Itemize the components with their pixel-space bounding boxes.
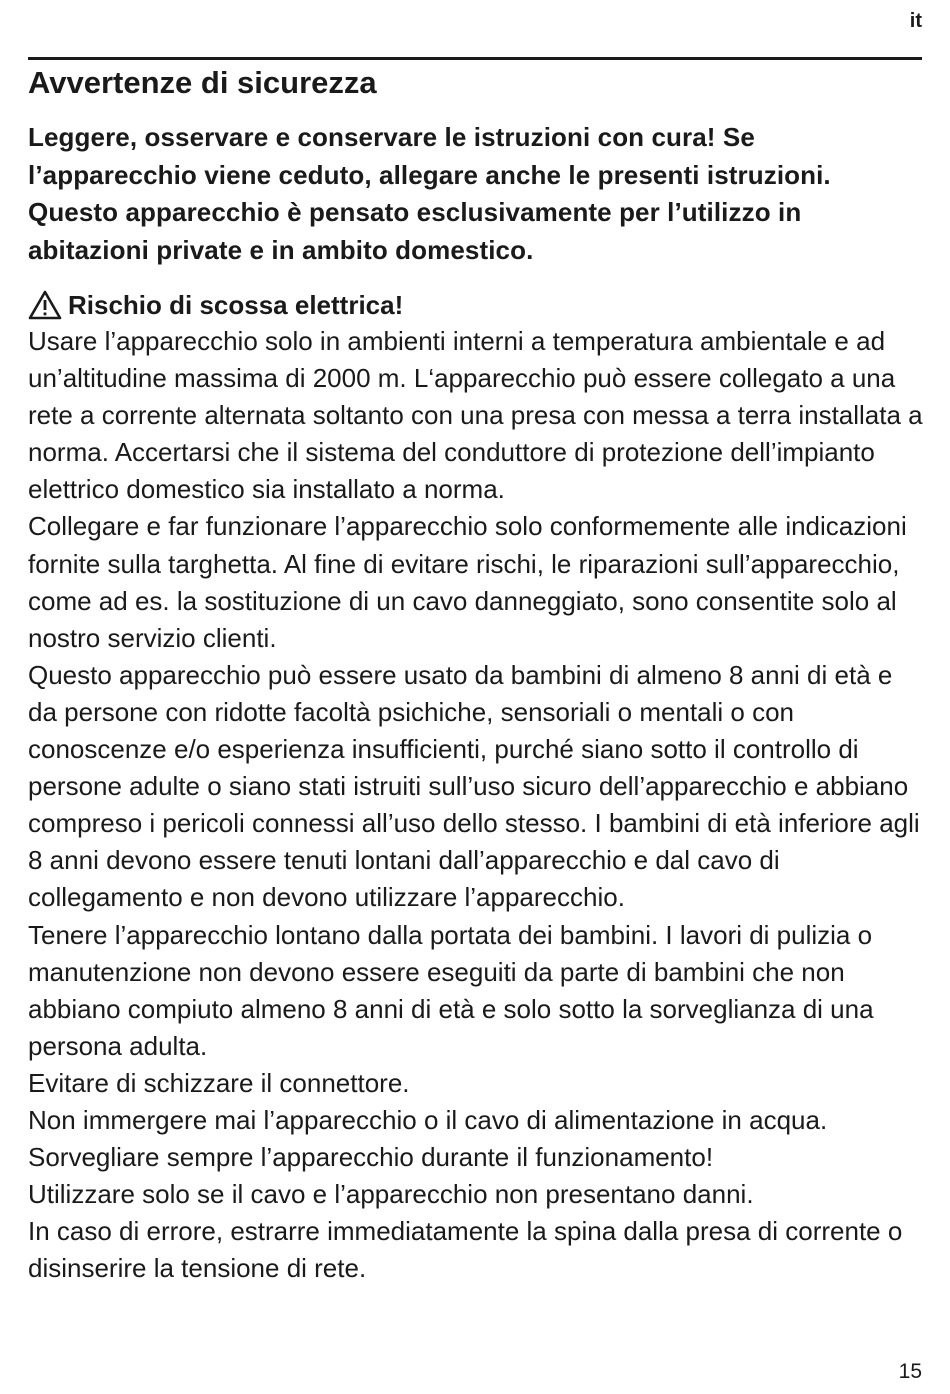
intro-text: Leggere, osservare e conservare le istruzioni con cura! Se l’apparecchio viene ceduto, allegare anche le presenti istruzioni. Questo apparecchio è pensato esclusivamente per l’utilizzo in abitazioni private e in ambito domestico. (28, 122, 831, 265)
paragraph-environment: Usare l’apparecchio solo in ambienti interni a temperatura ambientale e ad un’altitudine massima di 2000 m. L‘apparecchio può essere collegato a una rete a corrente alternata soltanto con una presa con messa a terra installata a norma. Accertarsi che il sistema del conduttore di protezione dell’impianto elettrico domestico sia installato a norma. (28, 326, 923, 505)
language-tag: it (909, 10, 922, 32)
body-text (28, 323, 928, 1287)
paragraph-immersion: Non immergere mai l’apparecchio o il cavo di alimentazione in acqua. Sorvegliare sempre l’apparecchio durante il funzionamento! (28, 1104, 828, 1173)
paragraph-damage: Utilizzare solo se il cavo e l’apparecchio non presentano danni. (28, 1179, 754, 1210)
warning-heading-text: Rischio di scossa elettrica! (68, 290, 404, 320)
warning-heading (28, 287, 928, 323)
safety-section (28, 62, 928, 1287)
paragraph-children-reach: Tenere l’apparecchio lontano dalla portata dei bambini. I lavori di pulizia o manutenzione non devono essere eseguiti da parte di bambini che non abbiano compiuto almeno 8 anni di età e solo sotto la sorveglianza di una persona adulta. (28, 919, 874, 1061)
paragraph-connector: Evitare di schizzare il connettore. (28, 1067, 410, 1098)
paragraph-fault: In caso di errore, estrarre immediatamente la spina dalla presa di corrente o disinserire la tensione di rete. (28, 1216, 903, 1284)
page-title: Avvertenze di sicurezza (28, 65, 377, 100)
warning-triangle-icon (28, 290, 62, 320)
page-number: 15 (898, 1360, 922, 1383)
paragraph-rating-plate: Collegare e far funzionare l’apparecchio solo conformemente alle indicazioni fornite sulla targhetta. Al fine di evitare rischi, le riparazioni sull’apparecchio, come ad es. la sostituzione di un cavo danneggiato, sono consentite solo al nostro servizio clienti. (28, 511, 907, 653)
header-rule (28, 57, 922, 60)
paragraph-children-persons: Questo apparecchio può essere usato da bambini di almeno 8 anni di età e da persone con ridotte facoltà psichiche, sensoriali o mentali o con conoscenze e/o esperienza insufficienti, purché siano sotto il controllo di persone adulte o siano stati istruiti sull’uso sicuro dell’apparecchio e abbiano compreso i pericoli connessi all’uso dello stesso. I bambini di età inferiore agli 8 anni devono essere tenuti lontani dall’apparecchio e dal cavo di collegamento e non devono utilizzare l’apparecchio. (28, 659, 920, 913)
